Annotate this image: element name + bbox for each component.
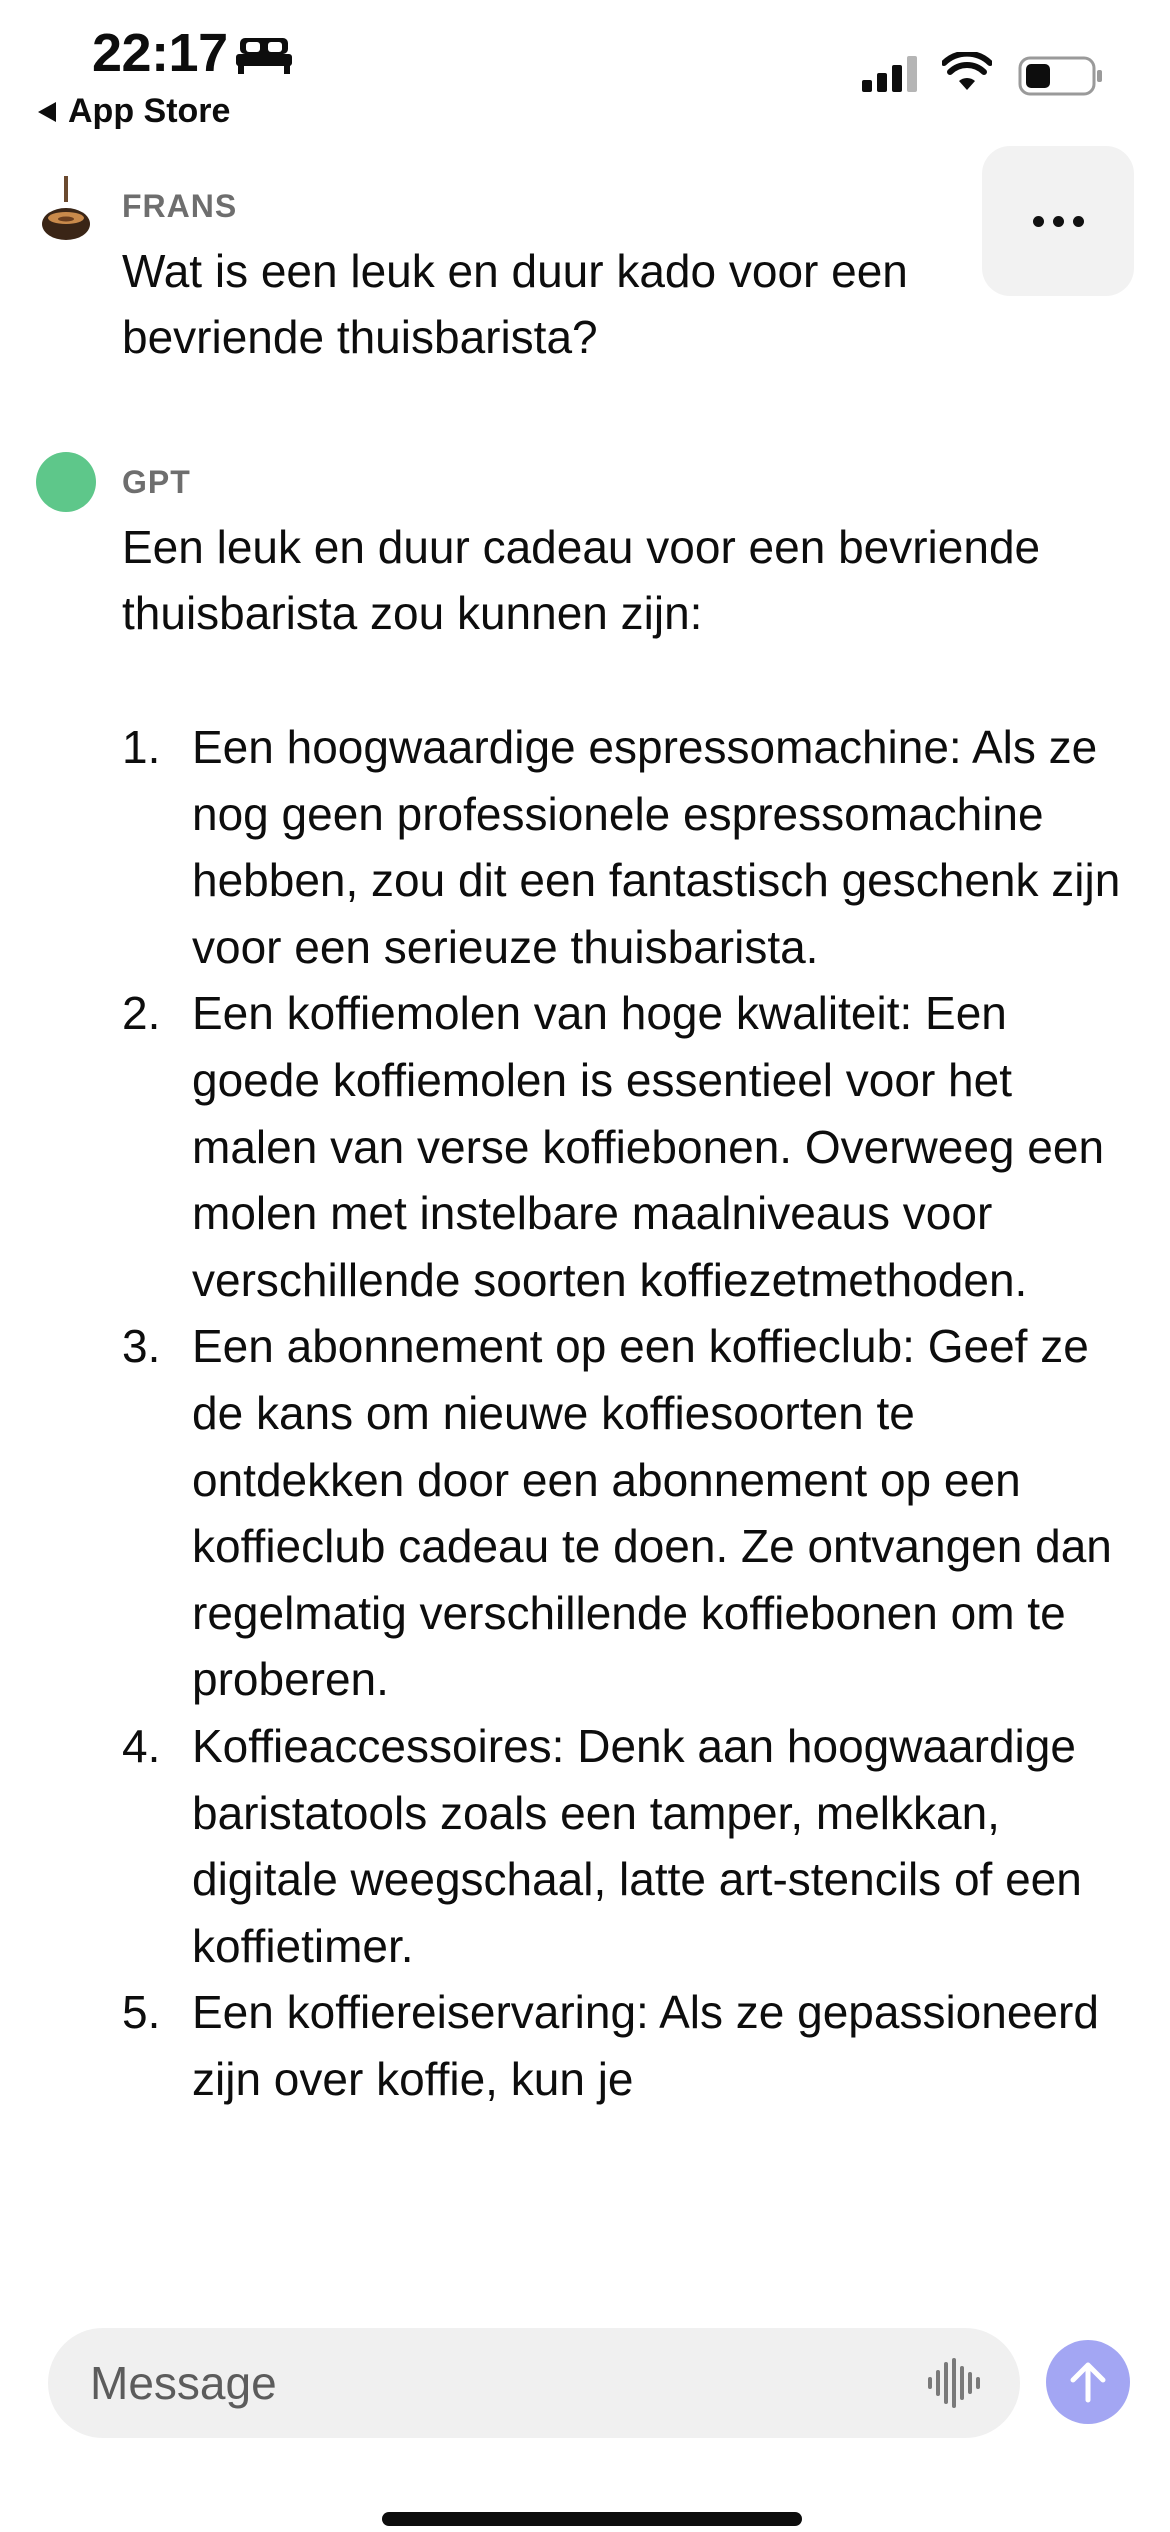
back-triangle-icon — [38, 102, 56, 122]
sleep-bed-icon — [236, 36, 292, 74]
more-options-button[interactable] — [982, 146, 1134, 296]
ellipsis-dot — [1073, 216, 1084, 227]
list-number: 5. — [122, 1986, 161, 2039]
list-number: 3. — [122, 1320, 161, 1373]
list-number: 4. — [122, 1719, 161, 1772]
send-button[interactable] — [1046, 2340, 1130, 2424]
list-item — [122, 980, 1122, 1313]
back-to-app-store[interactable] — [38, 92, 230, 131]
waveform-icon[interactable] — [928, 2358, 984, 2408]
list-item-text: Een koffiemolen van hoge kwaliteit: Een goede koffiemolen is essentieel voor het malen van verse koffiebonen. Overweeg een molen met instelbare maalniveaus voor verschillende soorten koffiezetmethoden. — [192, 987, 1105, 1306]
user-avatar — [36, 176, 96, 242]
list-item — [122, 714, 1122, 980]
list-item-text: Een abonnement op een koffieclub: Geef ze de kans om nieuwe koffiesoorten te ontdekken door een abonnement op een koffieclub cadeau te doen. Ze ontvangen dan regelmatig verschillende koffiebonen om te proberen. — [192, 1320, 1112, 1706]
list-number: 1. — [122, 721, 161, 773]
list-item — [122, 1313, 1122, 1713]
list-item-text: Koffieaccessoires: Denk aan hoogwaardige baristatools zoals een tamper, melkkan, digitale weegschaal, latte art-stencils of een koffietimer. — [192, 1719, 1082, 1972]
gpt-intro-text: Een leuk en duur cadeau voor een bevriende thuisbarista zou kunnen zijn: — [122, 521, 1041, 639]
gpt-answer-list — [122, 714, 1122, 2112]
list-item-text: Een hoogwaardige espressomachine: Als ze nog geen professionele espressomachine hebben, zou dit een fantastisch geschenk zijn voor een serieuze thuisbarista. — [192, 721, 1121, 973]
message-input[interactable] — [90, 2328, 910, 2438]
home-indicator — [382, 2512, 802, 2526]
gpt-avatar — [36, 452, 96, 512]
list-item-text: Een koffiereiservaring: Als ze gepassioneerd zijn over koffie, kun je — [192, 1986, 1099, 2105]
arrow-up-icon — [1068, 2360, 1108, 2404]
user-sender-name: FRANS — [122, 188, 238, 224]
battery-icon — [1018, 56, 1104, 96]
wifi-icon — [942, 52, 992, 92]
list-number: 2. — [122, 987, 161, 1040]
status-time: 22:17 — [92, 23, 228, 83]
ellipsis-icon — [1033, 216, 1044, 227]
list-item — [122, 1979, 1122, 2112]
gpt-sender-name: GPT — [122, 464, 191, 500]
back-label: App Store — [68, 92, 231, 130]
user-message-text: Wat is een leuk en duur kado voor een bevriende thuisbarista? — [122, 245, 908, 363]
ellipsis-dot — [1053, 216, 1064, 227]
list-item — [122, 1713, 1122, 1979]
message-composer — [48, 2328, 1020, 2438]
cellular-signal-icon — [862, 56, 920, 92]
